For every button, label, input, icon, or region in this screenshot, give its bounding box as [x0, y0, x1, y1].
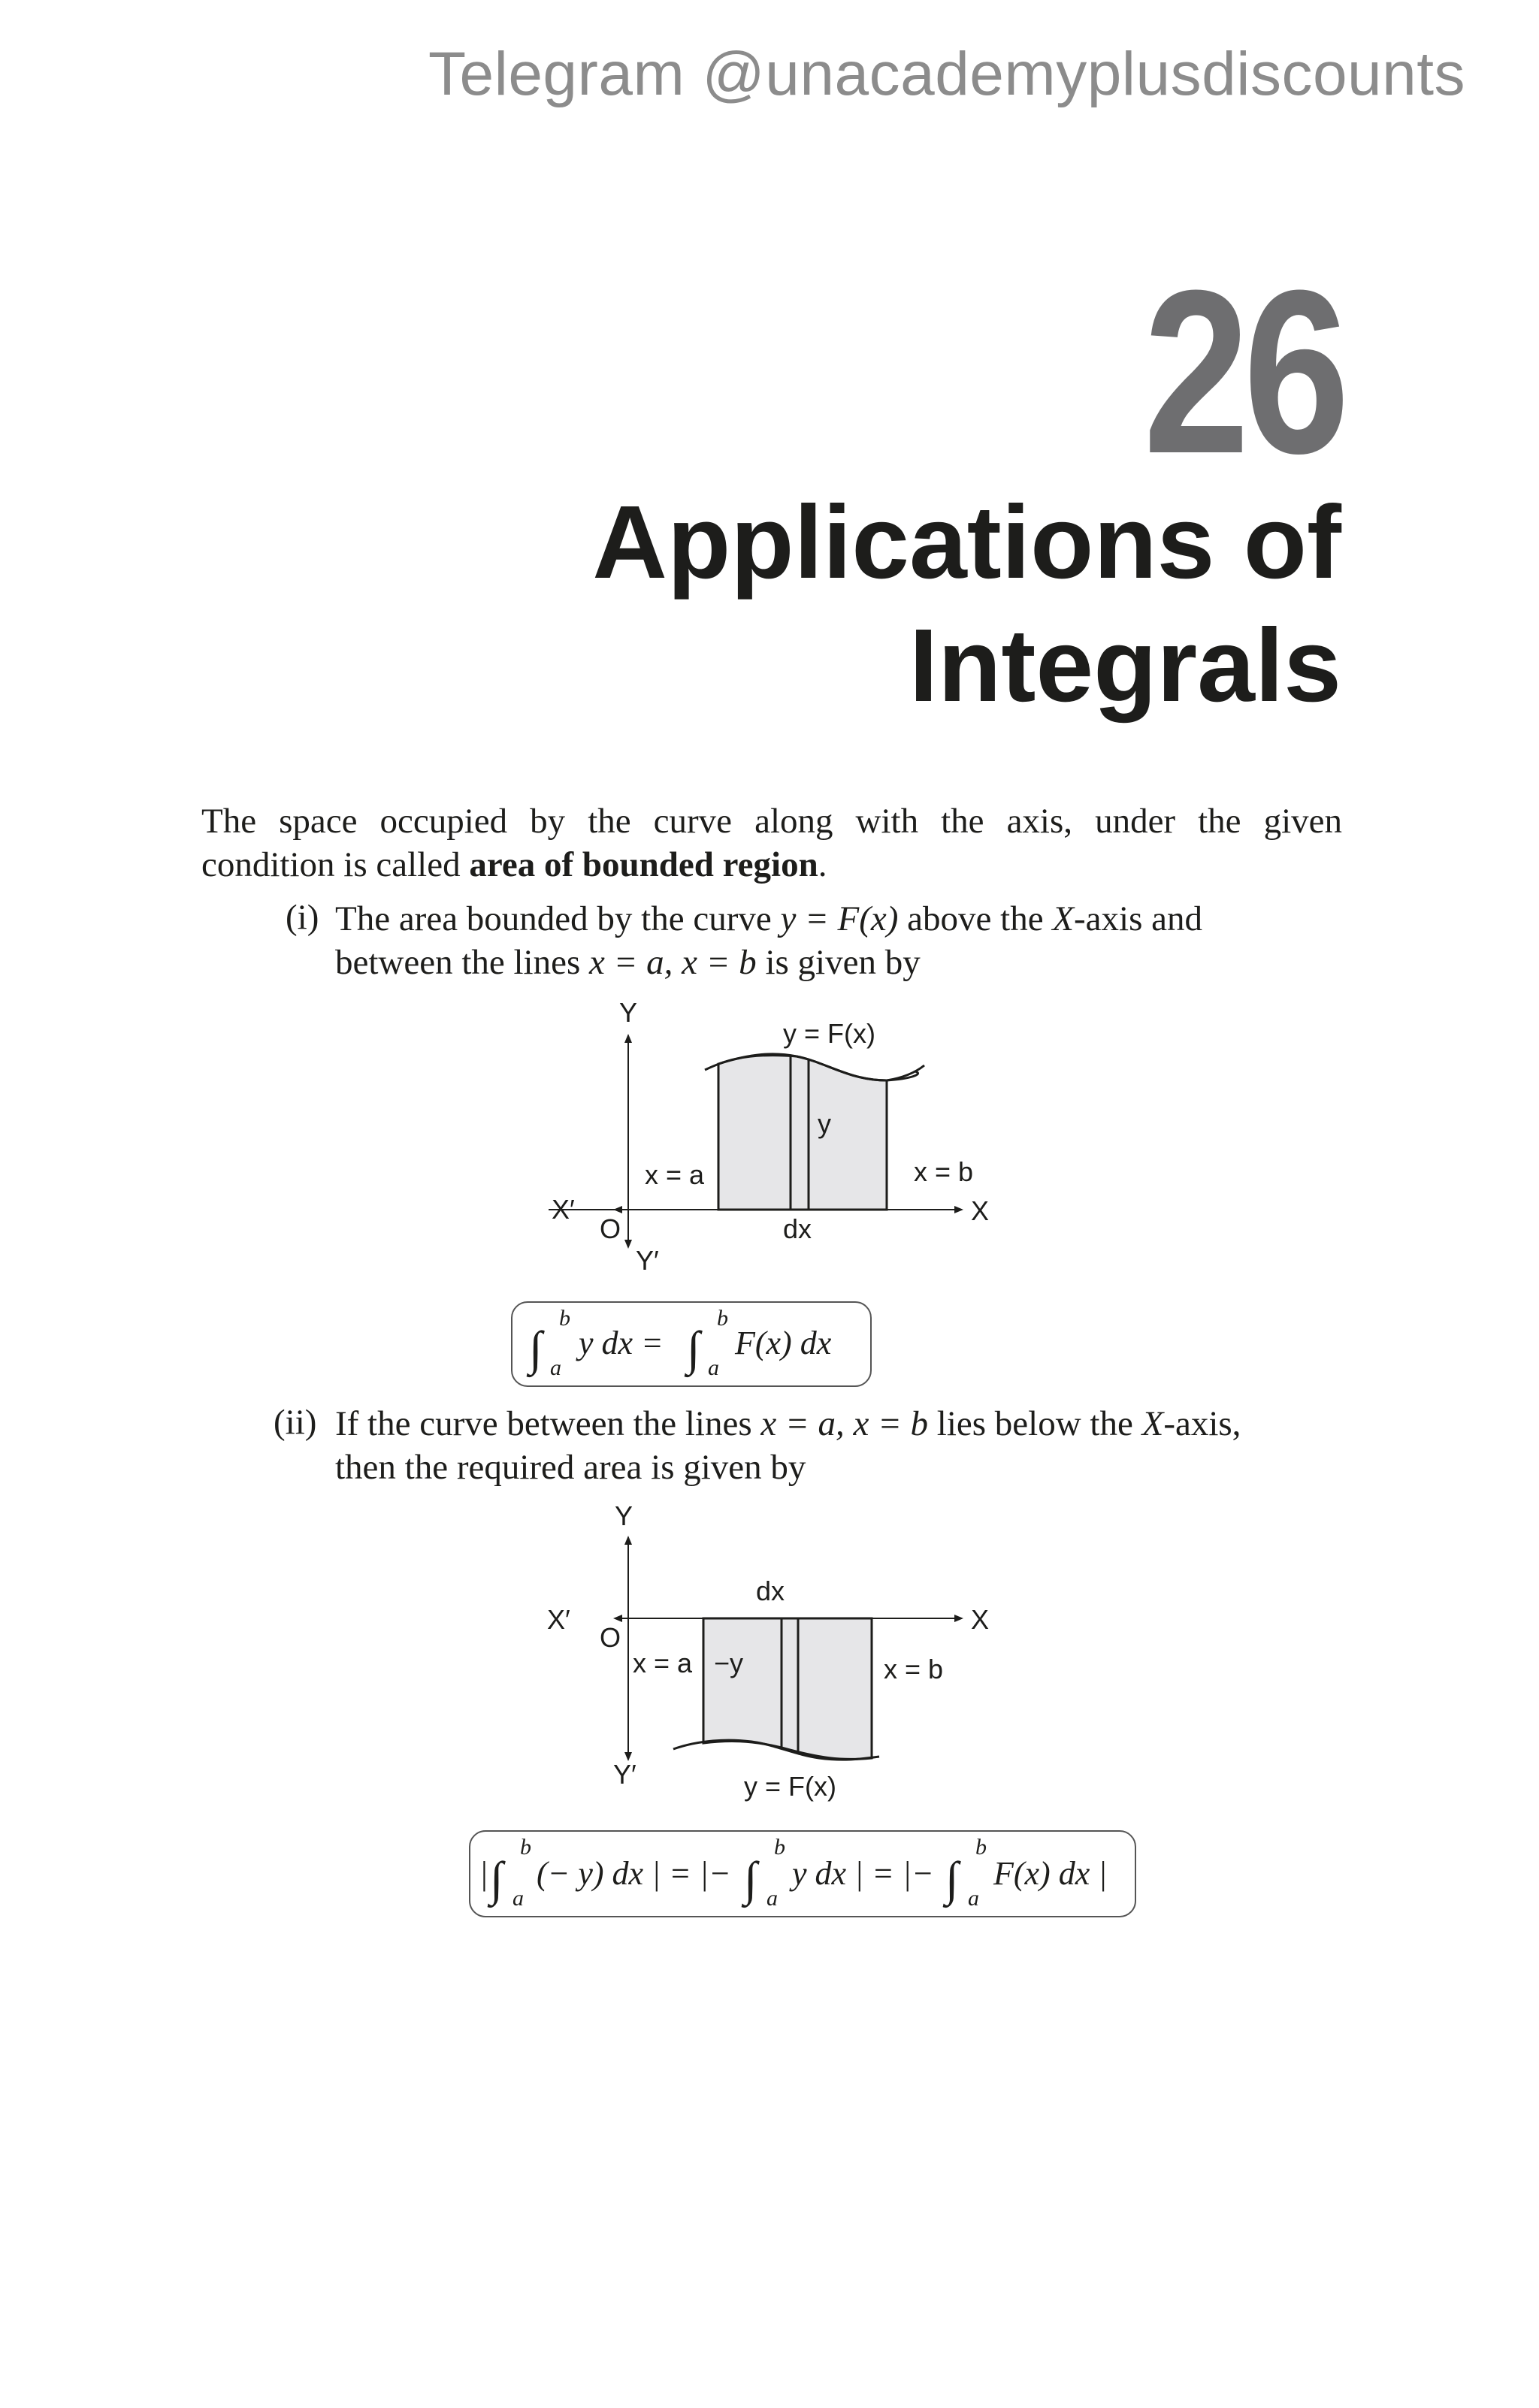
- chapter-title-line-1: Applications of: [592, 485, 1341, 600]
- strip-width-label: dx: [756, 1576, 785, 1606]
- y-neg-label: Y′: [613, 1759, 636, 1790]
- text: between the lines: [335, 943, 590, 982]
- integral-sign-icon: ∫: [529, 1322, 543, 1375]
- integral-sign-icon: ∫: [490, 1852, 503, 1905]
- intro-line-1: The space occupied by the curve along with the axis, under the given: [201, 802, 1342, 841]
- item-1-text: [335, 897, 1342, 984]
- item-2-line-1: [335, 1402, 1342, 1446]
- formula-part-3: F(x) dx |: [993, 1855, 1108, 1892]
- math-expr: y = F(x): [780, 899, 899, 938]
- chapter-number: 26: [1143, 241, 1344, 502]
- abs-bar: |: [481, 1855, 488, 1892]
- integrand-right: F(x) dx: [735, 1325, 832, 1361]
- lower-limit: a: [968, 1886, 979, 1911]
- chapter-title: [592, 481, 1341, 727]
- strip-height-label: y: [818, 1108, 831, 1139]
- right-line-label: x = b: [884, 1654, 944, 1684]
- figure-area-below-axis: [526, 1495, 992, 1826]
- formula-box-1: [511, 1301, 872, 1387]
- left-line-label: x = a: [633, 1648, 693, 1678]
- right-line-label: x = b: [914, 1156, 974, 1187]
- x-axis-label: X: [971, 1195, 990, 1226]
- math-symbol: X: [1052, 899, 1075, 938]
- lower-limit: a: [766, 1886, 778, 1911]
- x-axis-label: X: [971, 1604, 990, 1635]
- watermark: Telegram @unacademyplusdiscounts: [428, 40, 1466, 108]
- text: is given by: [756, 943, 921, 982]
- upper-limit: b: [559, 1306, 570, 1331]
- upper-limit: b: [975, 1835, 987, 1860]
- y-axis-label: Y: [619, 997, 638, 1028]
- origin-label: O: [600, 1213, 621, 1244]
- math-expr: x = a, x = b: [760, 1404, 929, 1443]
- integral-sign-icon: ∫: [945, 1852, 959, 1905]
- text: lies below the: [928, 1404, 1142, 1443]
- lower-limit: a: [708, 1355, 719, 1380]
- left-line-label: x = a: [645, 1159, 705, 1190]
- text: above the: [898, 899, 1053, 938]
- item-2-number: (ii): [274, 1403, 317, 1442]
- chapter-title-line-2: Integrals: [909, 608, 1341, 724]
- text: The area bounded by the curve: [335, 899, 781, 938]
- intro-paragraph: [201, 799, 1342, 887]
- item-2-text: [335, 1402, 1342, 1489]
- integral-sign-icon: ∫: [744, 1852, 757, 1905]
- item-1-number: (i): [286, 898, 319, 937]
- shaded-region: [703, 1618, 872, 1759]
- intro-text: condition is called: [201, 845, 470, 884]
- upper-limit: b: [774, 1835, 785, 1860]
- integral-sign-icon: ∫: [687, 1322, 700, 1375]
- formula-part-1: (− y) dx | = |−: [537, 1855, 731, 1892]
- text: If the curve between the lines: [335, 1404, 761, 1443]
- math-expr: x = a, x = b: [589, 943, 757, 982]
- item-1-line-1: [335, 897, 1342, 941]
- text: -axis and: [1074, 899, 1203, 938]
- math-symbol: X: [1141, 1404, 1164, 1443]
- integrand-left: y dx =: [579, 1325, 664, 1361]
- text: -axis,: [1163, 1404, 1241, 1443]
- origin-label: O: [600, 1622, 621, 1653]
- curve-label: y = F(x): [783, 1018, 875, 1049]
- intro-line-2: [201, 843, 1342, 887]
- item-1-line-2: [335, 941, 1342, 984]
- upper-limit: b: [520, 1835, 531, 1860]
- y-neg-label: Y′: [636, 1245, 659, 1276]
- curve-label: y = F(x): [744, 1771, 836, 1802]
- intro-period: .: [818, 845, 827, 884]
- formula-box-2: [469, 1830, 1136, 1917]
- y-axis-label: Y: [615, 1500, 633, 1531]
- item-2-line-2: then the required area is given by: [335, 1448, 806, 1487]
- key-term: area of bounded region: [469, 845, 818, 884]
- strip-height-label: −y: [714, 1648, 744, 1678]
- lower-limit: a: [512, 1886, 524, 1911]
- upper-limit: b: [717, 1306, 728, 1331]
- x-neg-label: X′: [547, 1604, 570, 1635]
- x-neg-label: X′: [552, 1194, 575, 1225]
- formula-part-2: y dx | = |−: [792, 1855, 934, 1892]
- strip-width-label: dx: [783, 1213, 812, 1244]
- lower-limit: a: [550, 1355, 561, 1380]
- figure-area-above-axis: [526, 992, 992, 1292]
